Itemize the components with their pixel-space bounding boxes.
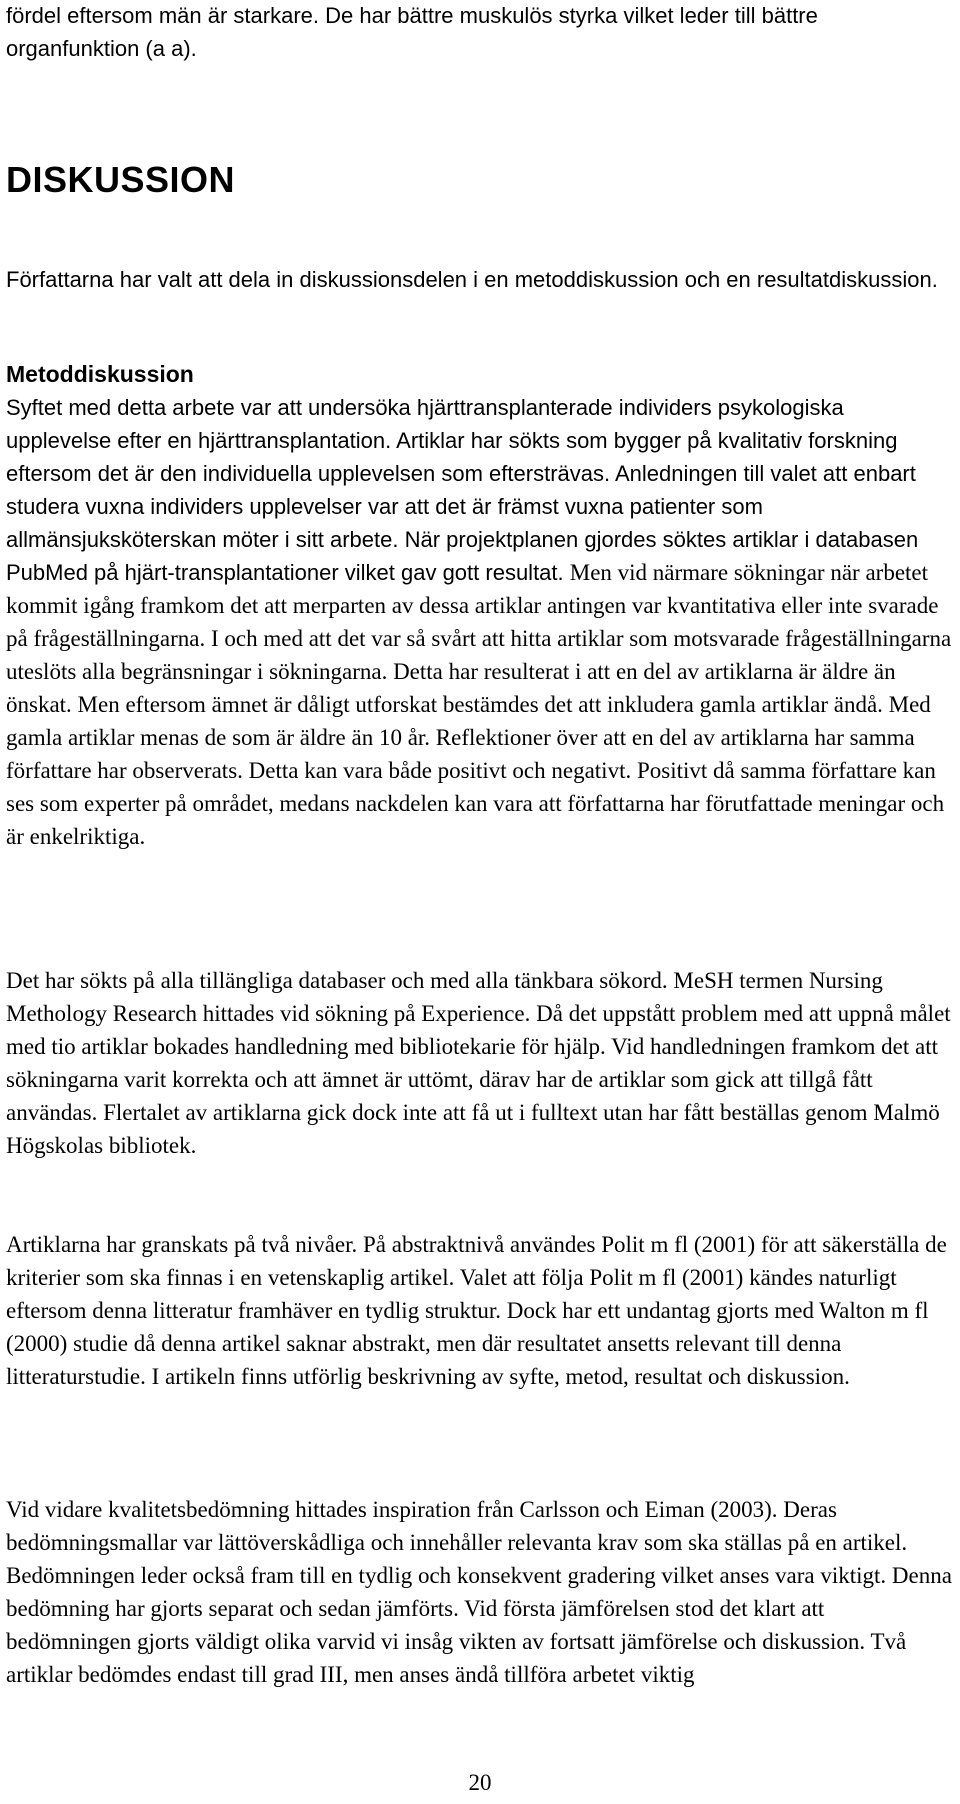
metoddiskussion-paragraph bbox=[6, 391, 954, 853]
metoddiskussion-serif-text: Men vid närmare sökningar när arbetet kommit igång framkom det att merparten av dessa artiklar antingen var kvantitativa eller inte svarade på frågeställningarna. I och med att det var så svårt att hitta artiklar som motsvarade frågeställningarna uteslöts alla begränsningar i sökningarna. Detta har resulterat i att en del av artiklarna är äldre än önskat. Men eftersom ämnet är dåligt utforskat bestämdes det att inkludera gamla artiklar ändå. Med gamla artiklar menas de som är äldre än 10 år. Reflektioner över att en del av artiklarna har samma författare har observerats. Detta kan vara både positivt och negativt. Positivt då samma författare kan ses som experter på området, medans nackdelen kan vara att författarna har förutfattade meningar och är enkelriktiga. bbox=[6, 560, 952, 849]
intro-paragraph: fördel eftersom män är starkare. De har bättre muskulös styrka vilket leder till bättre organfunktion (a a). bbox=[6, 3, 818, 61]
metoddiskussion-sans-text: Syftet med detta arbete var att undersöka hjärttransplanterade individers psykologiska upplevelse efter en hjärttransplantation. Artiklar har sökts som bygger på kvalitativ forskning eftersom det är den individuella upplevelsen som eftersträvas. Anledningen till valet att enbart studera vuxna individers upplevelser var att det är främst vuxna patienter som allmänsjuksköterskan möter i sitt arbete. När projektplanen gjordes söktes artiklar i databasen PubMed på hjärt-transplantationer vilket gav gott resultat. bbox=[6, 395, 919, 585]
diskussion-intro-paragraph: Författarna har valt att dela in diskussionsdelen i en metoddiskussion och en resultatdiskussion. bbox=[6, 267, 938, 292]
page-number: 20 bbox=[468, 1770, 492, 1795]
section-heading-diskussion: DISKUSSION bbox=[6, 159, 236, 200]
subsection-heading-metoddiskussion: Metoddiskussion bbox=[6, 361, 194, 387]
paragraph-databases: Det har sökts på alla tillängliga databaser och med alla tänkbara sökord. MeSH termen Nursing Methology Research hittades vid sökning på Experience. Då det uppstått problem med att uppnå målet med tio artiklar bokades handledning med bibliotekarie för hjälp. Vid handledningen framkom det att sökningarna varit korrekta och att ämnet är uttömt, därav har de artiklar som gick att tillgå fått användas. Flertalet av artiklarna gick dock inte att få ut i fulltext utan har fått beställas genom Malmö Högskolas bibliotek. bbox=[6, 968, 951, 1158]
paragraph-kvalitetsbedomning: Vid vidare kvalitetsbedömning hittades inspiration från Carlsson och Eiman (2003). Deras bedömningsmallar var lättöverskådliga och innehåller relevanta krav som ska ställas på en artikel. Bedömningen leder också fram till en tydlig och konsekvent gradering vilket anses vara viktigt. Denna bedömning har gjorts separat och sedan jämförts. Vid första jämförelsen stod det klart att bedömningen gjorts väldigt olika varvid vi insåg vikten av fortsatt jämförelse och diskussion. Två artiklar bedömdes endast till grad III, men anses ändå tillföra arbetet viktig bbox=[6, 1497, 952, 1687]
paragraph-granskning: Artiklarna har granskats på två nivåer. På abstraktnivå användes Polit m fl (2001) för att säkerställa de kriterier som ska finnas i en vetenskaplig artikel. Valet att följa Polit m fl (2001) kändes naturligt eftersom denna litteratur framhäver en tydlig struktur. Dock har ett undantag gjorts med Walton m fl (2000) studie då denna artikel saknar abstrakt, men där resultatet ansetts relevant till denna litteraturstudie. I artikeln finns utförlig beskrivning av syfte, metod, resultat och diskussion. bbox=[6, 1232, 947, 1389]
